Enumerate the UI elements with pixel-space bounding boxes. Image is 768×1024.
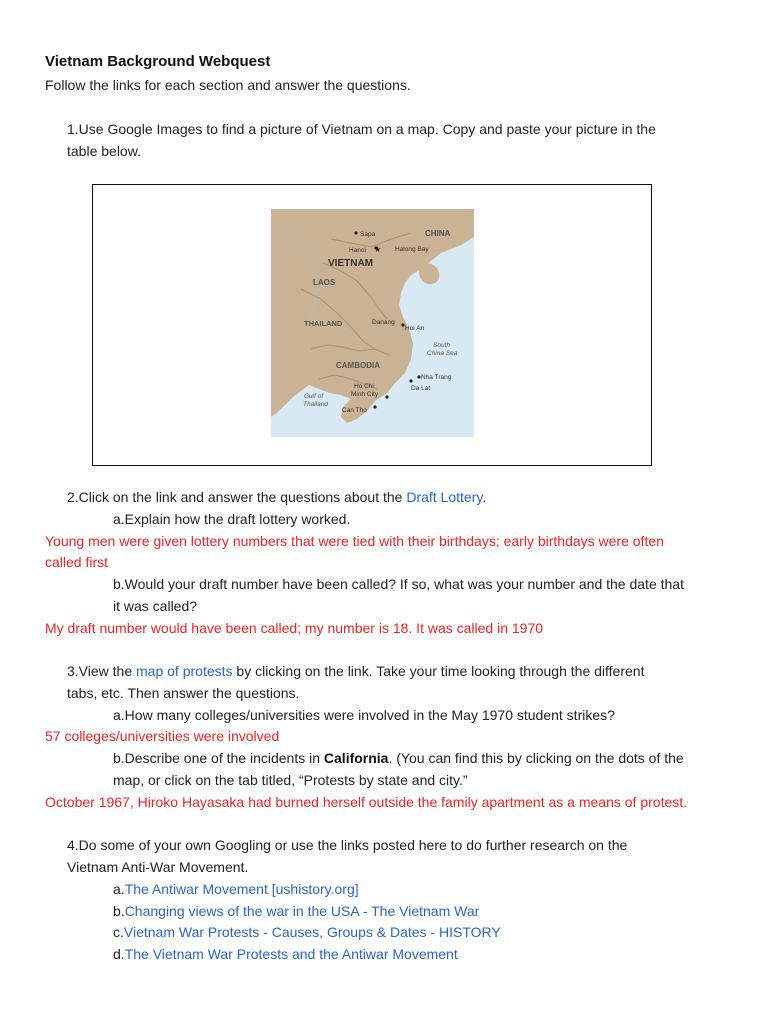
q3b-question-line1 [113, 747, 684, 769]
q3b-prefix: b.Describe one of the incidents in [113, 750, 324, 766]
q3-suffix: by clicking on the link. Take your time looking through the different [232, 663, 645, 679]
map-label-vietnam: VIETNAM [328, 258, 373, 269]
q3b-california: California [323, 750, 389, 766]
q2a-question: a.Explain how the draft lottery worked. [113, 511, 351, 527]
q2-prefix: 2.Click on the link and answer the questions about the [67, 489, 407, 505]
vietnam-map-image [271, 209, 474, 437]
q3a-answer: 57 colleges/universities were involved [45, 728, 280, 744]
vietnam-war-protests-antiwar-link[interactable]: The Vietnam War Protests and the Antiwar Movement [124, 946, 458, 962]
page-title: Vietnam Background Webquest [45, 53, 271, 70]
map-label-hcmc-1: Ho Chi [354, 383, 374, 390]
q3-text-line2: tabs, etc. Then answer the questions. [67, 685, 300, 701]
changing-views-link[interactable]: Changing views of the war in the USA - The Vietnam War [124, 903, 480, 919]
q4-link-c-prefix: c. [113, 924, 124, 940]
map-label-thailand: THAILAND [304, 319, 343, 328]
q2-text [67, 486, 486, 508]
draft-lottery-link[interactable]: Draft Lottery [406, 489, 483, 505]
q2b-question-line2: it was called? [113, 598, 198, 614]
q3-prefix: 3.View the [67, 663, 137, 679]
q1-text-line2: table below. [67, 143, 141, 159]
antiwar-movement-ushistory-link[interactable]: The Antiwar Movement [ushistory.org] [124, 881, 359, 897]
q2a-answer-line2: called first [45, 554, 109, 570]
map-label-china: CHINA [425, 229, 451, 238]
q2-suffix: . [482, 489, 487, 505]
q2a-answer-line1: Young men were given lottery numbers that were tied with their birthdays; early birthdays were often [45, 533, 664, 549]
q4-link-item-b [113, 900, 479, 922]
q4-link-item-c [113, 921, 501, 943]
q3b-suffix: . (You can find this by clicking on the dots of the [388, 750, 684, 766]
map-label-gulf-1: Gulf of [304, 393, 324, 400]
map-label-china-sea: China Sea [427, 350, 458, 357]
map-label-halong: Halong Bay [395, 246, 429, 253]
map-label-hoian: Hoi An [405, 325, 425, 332]
map-label-laos: LAOS [313, 278, 336, 287]
q3a-question: a.How many colleges/universities were involved in the May 1970 student strikes? [113, 707, 615, 723]
map-label-sapa: Sapa [360, 231, 376, 238]
q4-link-a-prefix: a. [113, 881, 125, 897]
q4-link-item-a [113, 878, 359, 900]
map-label-cantho: Can Tho [342, 407, 367, 414]
q2b-answer: My draft number would have been called; my number is 18. It was called in 1970 [45, 620, 544, 636]
q1-text-line1: 1.Use Google Images to find a picture of Vietnam on a map. Copy and paste your picture in the [67, 121, 656, 137]
map-of-protests-link[interactable]: map of protests [136, 663, 233, 679]
map-label-dalat: Da Lat [411, 385, 431, 392]
map-label-gulf-2: Thailand [303, 401, 328, 408]
q4-link-b-prefix: b. [113, 903, 125, 919]
q4-link-item-d [113, 943, 458, 965]
map-label-south: South [433, 342, 450, 349]
map-label-hcmc-2: Minh City [351, 391, 379, 398]
map-label-danang: Danang [372, 319, 395, 326]
map-label-nhatrang: Nha Trang [421, 374, 452, 381]
svg-text:★: ★ [374, 245, 382, 254]
map-label-hanoi: Hanoi [349, 247, 366, 254]
q3-text [67, 660, 644, 682]
q4-text-line2: Vietnam Anti-War Movement. [67, 859, 249, 875]
q3b-answer: October 1967, Hiroko Hayasaka had burned herself outside the family apartment as a means of protest. [45, 794, 688, 810]
q4-link-d-prefix: d. [113, 946, 125, 962]
q3b-question-line2: map, or click on the tab titled, “Protests by state and city.” [113, 772, 468, 788]
vietnam-war-protests-history-link[interactable]: Vietnam War Protests - Causes, Groups & Dates - HISTORY [123, 924, 501, 940]
q2b-question-line1: b.Would your draft number have been called? If so, what was your number and the date that [113, 576, 684, 592]
q4-text-line1: 4.Do some of your own Googling or use the links posted here to do further research on the [67, 837, 628, 853]
intro-text: Follow the links for each section and answer the questions. [45, 77, 411, 93]
map-label-cambodia: CAMBODIA [336, 361, 380, 370]
